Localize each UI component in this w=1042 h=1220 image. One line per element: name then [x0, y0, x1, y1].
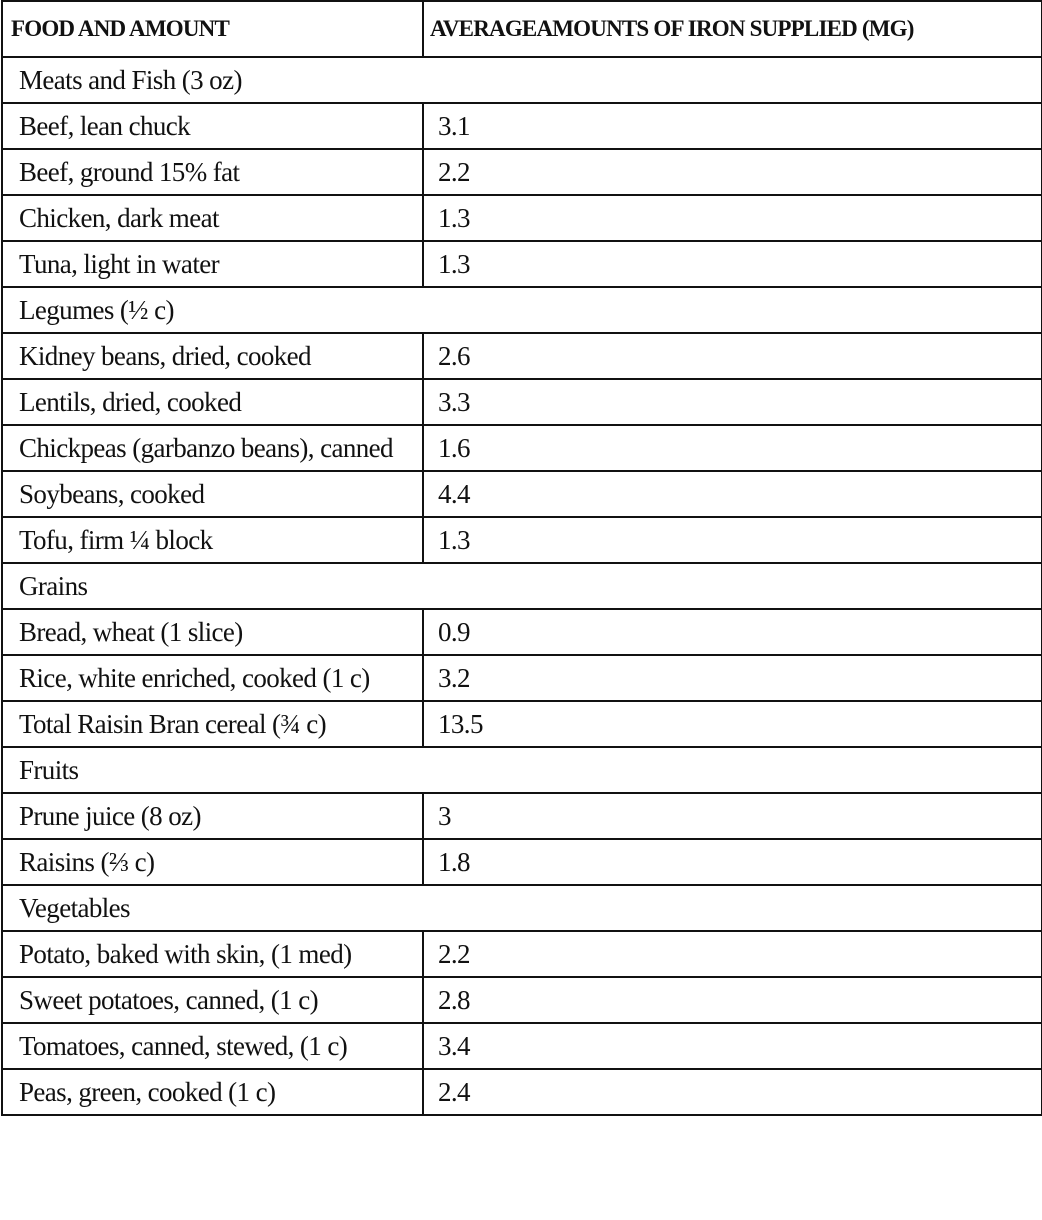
header-food-and-amount: FOOD AND AMOUNT	[2, 1, 423, 57]
food-cell: Kidney beans, dried, cooked	[2, 333, 423, 379]
iron-value-cell: 3	[423, 793, 1042, 839]
iron-value-cell: 4.4	[423, 471, 1042, 517]
food-cell: Soybeans, cooked	[2, 471, 423, 517]
iron-value-cell: 0.9	[423, 609, 1042, 655]
iron-value-cell: 1.6	[423, 425, 1042, 471]
table-row	[2, 839, 1042, 885]
food-cell: Tofu, firm ¼ block	[2, 517, 423, 563]
table-row	[2, 149, 1042, 195]
table-row	[2, 793, 1042, 839]
category-row	[2, 57, 1042, 103]
iron-value-cell: 1.8	[423, 839, 1042, 885]
food-cell: Tomatoes, canned, stewed, (1 c)	[2, 1023, 423, 1069]
food-cell: Chicken, dark meat	[2, 195, 423, 241]
iron-value-cell: 13.5	[423, 701, 1042, 747]
category-row	[2, 747, 1042, 793]
food-cell: Raisins (⅔ c)	[2, 839, 423, 885]
category-row	[2, 287, 1042, 333]
header-row	[2, 1, 1042, 57]
food-cell: Tuna, light in water	[2, 241, 423, 287]
iron-value-cell: 2.8	[423, 977, 1042, 1023]
food-cell: Total Raisin Bran cereal (¾ c)	[2, 701, 423, 747]
table-row	[2, 241, 1042, 287]
iron-value-cell: 2.2	[423, 149, 1042, 195]
food-cell: Chickpeas (garbanzo beans), canned	[2, 425, 423, 471]
table-row	[2, 425, 1042, 471]
food-cell: Beef, ground 15% fat	[2, 149, 423, 195]
food-cell: Potato, baked with skin, (1 med)	[2, 931, 423, 977]
food-cell: Rice, white enriched, cooked (1 c)	[2, 655, 423, 701]
table-row	[2, 701, 1042, 747]
table-row	[2, 103, 1042, 149]
food-cell: Bread, wheat (1 slice)	[2, 609, 423, 655]
iron-value-cell: 3.1	[423, 103, 1042, 149]
food-cell: Prune juice (8 oz)	[2, 793, 423, 839]
category-row	[2, 885, 1042, 931]
category-label: Grains	[2, 563, 1042, 609]
food-cell: Sweet potatoes, canned, (1 c)	[2, 977, 423, 1023]
food-cell: Peas, green, cooked (1 c)	[2, 1069, 423, 1115]
category-label: Fruits	[2, 747, 1042, 793]
table-row	[2, 1023, 1042, 1069]
iron-value-cell: 2.2	[423, 931, 1042, 977]
table-row	[2, 195, 1042, 241]
iron-value-cell: 1.3	[423, 517, 1042, 563]
category-label: Meats and Fish (3 oz)	[2, 57, 1042, 103]
food-cell: Lentils, dried, cooked	[2, 379, 423, 425]
iron-value-cell: 3.2	[423, 655, 1042, 701]
table-row	[2, 977, 1042, 1023]
iron-value-cell: 3.3	[423, 379, 1042, 425]
table-row	[2, 379, 1042, 425]
iron-value-cell: 2.4	[423, 1069, 1042, 1115]
table-row	[2, 333, 1042, 379]
table-row	[2, 517, 1042, 563]
table-row	[2, 471, 1042, 517]
table-row	[2, 1069, 1042, 1115]
table-row	[2, 655, 1042, 701]
category-label: Vegetables	[2, 885, 1042, 931]
category-row	[2, 563, 1042, 609]
iron-value-cell: 3.4	[423, 1023, 1042, 1069]
table-row	[2, 931, 1042, 977]
iron-value-cell: 1.3	[423, 241, 1042, 287]
food-cell: Beef, lean chuck	[2, 103, 423, 149]
header-iron-amount: AVERAGEAMOUNTS OF IRON SUPPLIED (MG)	[423, 1, 1042, 57]
category-label: Legumes (½ c)	[2, 287, 1042, 333]
table-row	[2, 609, 1042, 655]
iron-value-cell: 1.3	[423, 195, 1042, 241]
iron-value-cell: 2.6	[423, 333, 1042, 379]
iron-content-table	[1, 0, 1042, 1116]
